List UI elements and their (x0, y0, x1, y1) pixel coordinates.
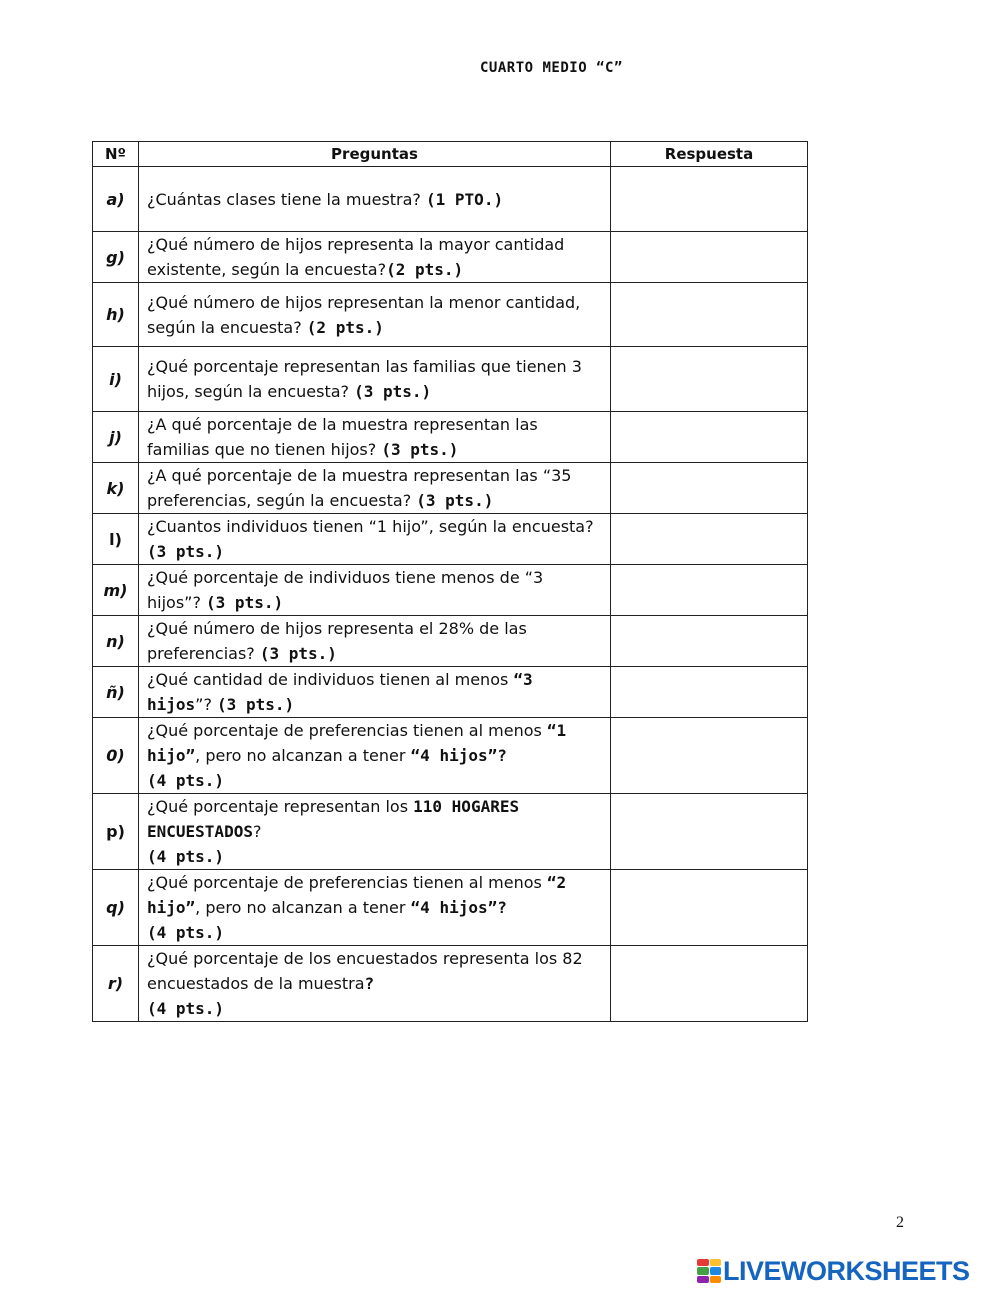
question-number: ñ) (93, 667, 139, 718)
question-text: ¿Qué cantidad de individuos tienen al menos “3 hijos”? (3 pts.) (139, 667, 611, 718)
question-number: h) (93, 283, 139, 347)
question-number: k) (93, 463, 139, 514)
question-text: ¿Qué número de hijos representa la mayor cantidad existente, según la encuesta?(2 pts.) (139, 232, 611, 283)
page-number: 2 (896, 1214, 904, 1231)
question-text: ¿A qué porcentaje de la muestra representan las familias que no tienen hijos? (3 pts.) (139, 412, 611, 463)
question-number: p) (93, 794, 139, 870)
answer-cell[interactable] (611, 347, 808, 412)
table-row (93, 718, 808, 794)
question-number: 0) (93, 718, 139, 794)
answer-cell[interactable] (611, 565, 808, 616)
question-text: ¿Qué porcentaje representan las familias que tienen 3 hijos, según la encuesta? (3 pts.) (139, 347, 611, 412)
liveworksheets-icon (697, 1259, 721, 1283)
table-row (93, 946, 808, 1022)
question-text: ¿Cuantos individuos tienen “1 hijo”, según la encuesta? (3 pts.) (139, 514, 611, 565)
question-text: ¿Qué porcentaje representan los 110 HOGARES ENCUESTADOS? (4 pts.) (139, 794, 611, 870)
question-number: l) (93, 514, 139, 565)
worksheet-header: CUARTO MEDIO “C” (480, 60, 623, 76)
answer-cell[interactable] (611, 412, 808, 463)
liveworksheets-wordmark: LIVEWORKSHEETS (723, 1255, 970, 1286)
question-text: ¿Cuántas clases tiene la muestra? (1 PTO.) (139, 167, 611, 232)
answer-cell[interactable] (611, 463, 808, 514)
question-number: q) (93, 870, 139, 946)
answer-cell[interactable] (611, 514, 808, 565)
answer-cell[interactable] (611, 167, 808, 232)
table-row (93, 565, 808, 616)
question-text: ¿Qué porcentaje de preferencias tienen al menos “2 hijo”, pero no alcanzan a tener “4 hijos”? (4 pts.) (139, 870, 611, 946)
table-row (93, 232, 808, 283)
answer-cell[interactable] (611, 870, 808, 946)
table-row (93, 514, 808, 565)
table-row (93, 347, 808, 412)
answer-cell[interactable] (611, 283, 808, 347)
question-number: g) (93, 232, 139, 283)
answer-cell[interactable] (611, 667, 808, 718)
question-text: ¿Qué número de hijos representan la menor cantidad, según la encuesta? (2 pts.) (139, 283, 611, 347)
question-text: ¿A qué porcentaje de la muestra representan las “35 preferencias, según la encuesta? (3 pts.) (139, 463, 611, 514)
table-row (93, 616, 808, 667)
table-header-row (93, 142, 808, 167)
column-header-questions: Preguntas (139, 142, 611, 167)
questions-table (92, 141, 808, 1022)
answer-cell[interactable] (611, 718, 808, 794)
answer-cell[interactable] (611, 232, 808, 283)
question-text: ¿Qué porcentaje de individuos tiene menos de “3 hijos”? (3 pts.) (139, 565, 611, 616)
liveworksheets-logo[interactable] (697, 1256, 970, 1286)
column-header-number: Nº (93, 142, 139, 167)
table-row (93, 167, 808, 232)
table-row (93, 463, 808, 514)
question-number: i) (93, 347, 139, 412)
table-row (93, 412, 808, 463)
table-row (93, 283, 808, 347)
table-row (93, 667, 808, 718)
question-number: a) (93, 167, 139, 232)
answer-cell[interactable] (611, 616, 808, 667)
table-row (93, 870, 808, 946)
question-number: r) (93, 946, 139, 1022)
question-text: ¿Qué porcentaje de los encuestados representa los 82 encuestados de la muestra? (4 pts.) (139, 946, 611, 1022)
question-number: j) (93, 412, 139, 463)
question-text: ¿Qué número de hijos representa el 28% de las preferencias? (3 pts.) (139, 616, 611, 667)
answer-cell[interactable] (611, 946, 808, 1022)
question-text: ¿Qué porcentaje de preferencias tienen al menos “1 hijo”, pero no alcanzan a tener “4 hijos”? (4 pts.) (139, 718, 611, 794)
answer-cell[interactable] (611, 794, 808, 870)
question-number: m) (93, 565, 139, 616)
table-row (93, 794, 808, 870)
question-number: n) (93, 616, 139, 667)
column-header-answer: Respuesta (611, 142, 808, 167)
